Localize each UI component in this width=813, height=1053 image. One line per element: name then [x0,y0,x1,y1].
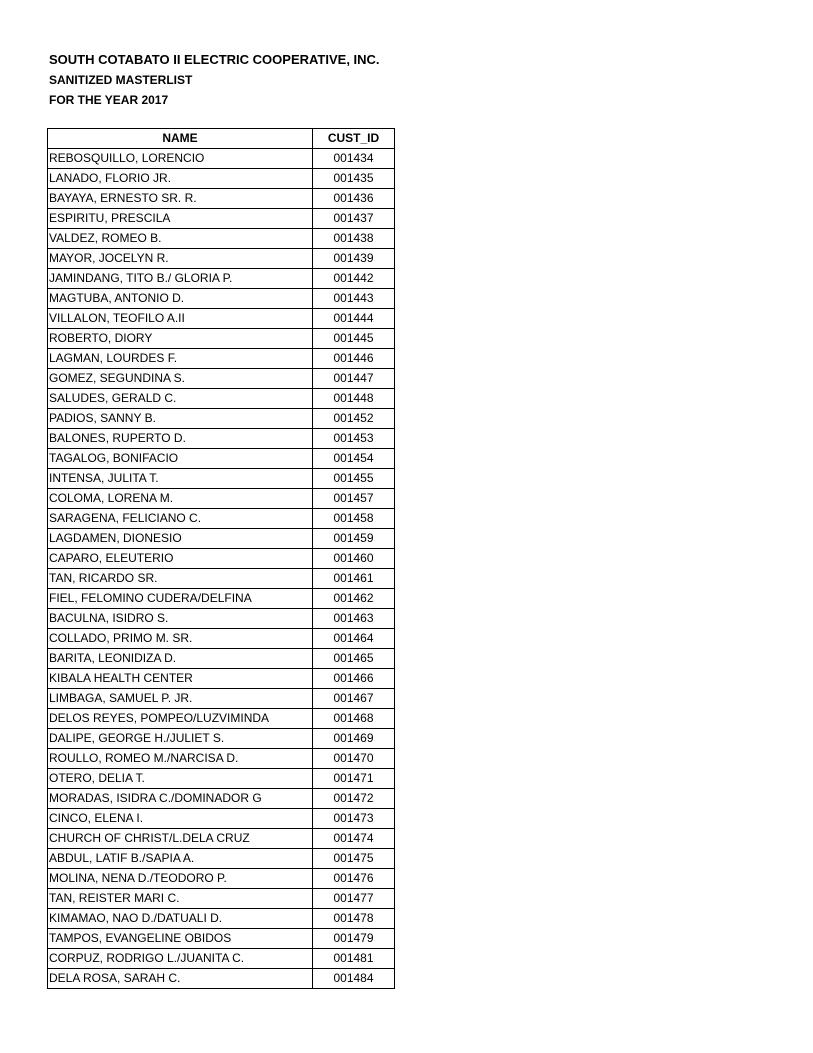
customer-id-cell: 001471 [313,769,395,789]
customer-name-cell: ABDUL, LATIF B./SAPIA A. [48,849,313,869]
customer-name-cell: TAN, REISTER MARI C. [48,889,313,909]
table-row [48,949,395,969]
table-row [48,149,395,169]
customer-id-cell: 001481 [313,949,395,969]
customer-name-cell: BALONES, RUPERTO D. [48,429,313,449]
table-row [48,969,395,989]
customer-id-cell: 001437 [313,209,395,229]
table-row [48,729,395,749]
table-row [48,749,395,769]
customer-id-cell: 001460 [313,549,395,569]
customer-name-cell: GOMEZ, SEGUNDINA S. [48,369,313,389]
customer-name-cell: CINCO, ELENA I. [48,809,313,829]
customer-name-cell: LIMBAGA, SAMUEL P. JR. [48,689,313,709]
customer-id-cell: 001454 [313,449,395,469]
customer-name-cell: BARITA, LEONIDIZA D. [48,649,313,669]
table-row [48,169,395,189]
customer-id-cell: 001464 [313,629,395,649]
table-row [48,849,395,869]
table-row [48,709,395,729]
customer-id-cell: 001476 [313,869,395,889]
customer-name-cell: KIBALA HEALTH CENTER [48,669,313,689]
customer-name-cell: MORADAS, ISIDRA C./DOMINADOR G [48,789,313,809]
customer-id-cell: 001435 [313,169,395,189]
table-row [48,569,395,589]
document-header [49,50,380,110]
customer-id-cell: 001442 [313,269,395,289]
table-row [48,489,395,509]
customer-name-cell: MOLINA, NENA D./TEODORO P. [48,869,313,889]
table-row [48,889,395,909]
customer-name-cell: DALIPE, GEORGE H./JULIET S. [48,729,313,749]
customer-name-cell: LANADO, FLORIO JR. [48,169,313,189]
customer-name-cell: SARAGENA, FELICIANO C. [48,509,313,529]
customer-id-cell: 001479 [313,929,395,949]
customer-name-cell: DELOS REYES, POMPEO/LUZVIMINDA [48,709,313,729]
customer-id-cell: 001465 [313,649,395,669]
customer-id-cell: 001452 [313,409,395,429]
customer-name-cell: REBOSQUILLO, LORENCIO [48,149,313,169]
customer-name-cell: DELA ROSA, SARAH C. [48,969,313,989]
company-name: SOUTH COTABATO II ELECTRIC COOPERATIVE, INC. [49,52,380,67]
customer-id-cell: 001436 [313,189,395,209]
customer-id-cell: 001484 [313,969,395,989]
table-row [48,509,395,529]
table-body [48,149,395,989]
table-row [48,909,395,929]
customer-id-cell: 001478 [313,909,395,929]
table-header-row [48,129,395,149]
column-header-name: NAME [48,129,313,149]
table-row [48,929,395,949]
customer-id-cell: 001446 [313,349,395,369]
customer-id-cell: 001438 [313,229,395,249]
table-row [48,289,395,309]
customer-id-cell: 001447 [313,369,395,389]
customer-id-cell: 001463 [313,609,395,629]
column-header-cust-id: CUST_ID [313,129,395,149]
customer-id-cell: 001462 [313,589,395,609]
customer-id-cell: 001448 [313,389,395,409]
customer-name-cell: OTERO, DELIA T. [48,769,313,789]
table-row [48,389,395,409]
customer-name-cell: COLLADO, PRIMO M. SR. [48,629,313,649]
customer-name-cell: KIMAMAO, NAO D./DATUALI D. [48,909,313,929]
masterlist-table [47,128,395,989]
customer-name-cell: CHURCH OF CHRIST/L.DELA CRUZ [48,829,313,849]
table-row [48,189,395,209]
customer-id-cell: 001469 [313,729,395,749]
customer-id-cell: 001458 [313,509,395,529]
customer-name-cell: VILLALON, TEOFILO A.II [48,309,313,329]
table-row [48,769,395,789]
customer-id-cell: 001457 [313,489,395,509]
customer-id-cell: 001434 [313,149,395,169]
customer-name-cell: JAMINDANG, TITO B./ GLORIA P. [48,269,313,289]
customer-name-cell: BAYAYA, ERNESTO SR. R. [48,189,313,209]
customer-id-cell: 001466 [313,669,395,689]
customer-id-cell: 001470 [313,749,395,769]
table-row [48,209,395,229]
customer-id-cell: 001444 [313,309,395,329]
table-row [48,229,395,249]
customer-name-cell: BACULNA, ISIDRO S. [48,609,313,629]
customer-id-cell: 001468 [313,709,395,729]
table-row [48,409,395,429]
table-row [48,349,395,369]
customer-name-cell: TAGALOG, BONIFACIO [48,449,313,469]
customer-name-cell: LAGMAN, LOURDES F. [48,349,313,369]
customer-id-cell: 001459 [313,529,395,549]
customer-name-cell: INTENSA, JULITA T. [48,469,313,489]
customer-name-cell: TAMPOS, EVANGELINE OBIDOS [48,929,313,949]
table-row [48,249,395,269]
customer-name-cell: MAYOR, JOCELYN R. [48,249,313,269]
customer-name-cell: VALDEZ, ROMEO B. [48,229,313,249]
customer-name-cell: ROBERTO, DIORY [48,329,313,349]
customer-id-cell: 001443 [313,289,395,309]
customer-name-cell: CORPUZ, RODRIGO L./JUANITA C. [48,949,313,969]
table-row [48,469,395,489]
customer-name-cell: MAGTUBA, ANTONIO D. [48,289,313,309]
table-row [48,549,395,569]
year-line: FOR THE YEAR 2017 [49,93,169,107]
table-row [48,329,395,349]
customer-name-cell: ESPIRITU, PRESCILA [48,209,313,229]
customer-name-cell: PADIOS, SANNY B. [48,409,313,429]
customer-name-cell: CAPARO, ELEUTERIO [48,549,313,569]
customer-name-cell: SALUDES, GERALD C. [48,389,313,409]
table-row [48,269,395,289]
table-row [48,369,395,389]
customer-id-cell: 001445 [313,329,395,349]
table-row [48,449,395,469]
document-subtitle: SANITIZED MASTERLIST [49,73,193,87]
table-row [48,809,395,829]
table-row [48,609,395,629]
customer-id-cell: 001475 [313,849,395,869]
customer-name-cell: TAN, RICARDO SR. [48,569,313,589]
table-row [48,429,395,449]
customer-name-cell: LAGDAMEN, DIONESIO [48,529,313,549]
table-row [48,829,395,849]
table-row [48,309,395,329]
customer-id-cell: 001472 [313,789,395,809]
customer-id-cell: 001477 [313,889,395,909]
customer-id-cell: 001461 [313,569,395,589]
customer-id-cell: 001473 [313,809,395,829]
customer-id-cell: 001474 [313,829,395,849]
customer-id-cell: 001455 [313,469,395,489]
customer-name-cell: COLOMA, LORENA M. [48,489,313,509]
table-row [48,629,395,649]
customer-id-cell: 001453 [313,429,395,449]
customer-id-cell: 001467 [313,689,395,709]
table-row [48,649,395,669]
customer-id-cell: 001439 [313,249,395,269]
table-row [48,869,395,889]
customer-name-cell: FIEL, FELOMINO CUDERA/DELFINA [48,589,313,609]
table-row [48,529,395,549]
table-row [48,669,395,689]
table-row [48,789,395,809]
table-row [48,589,395,609]
table-row [48,689,395,709]
customer-name-cell: ROULLO, ROMEO M./NARCISA D. [48,749,313,769]
